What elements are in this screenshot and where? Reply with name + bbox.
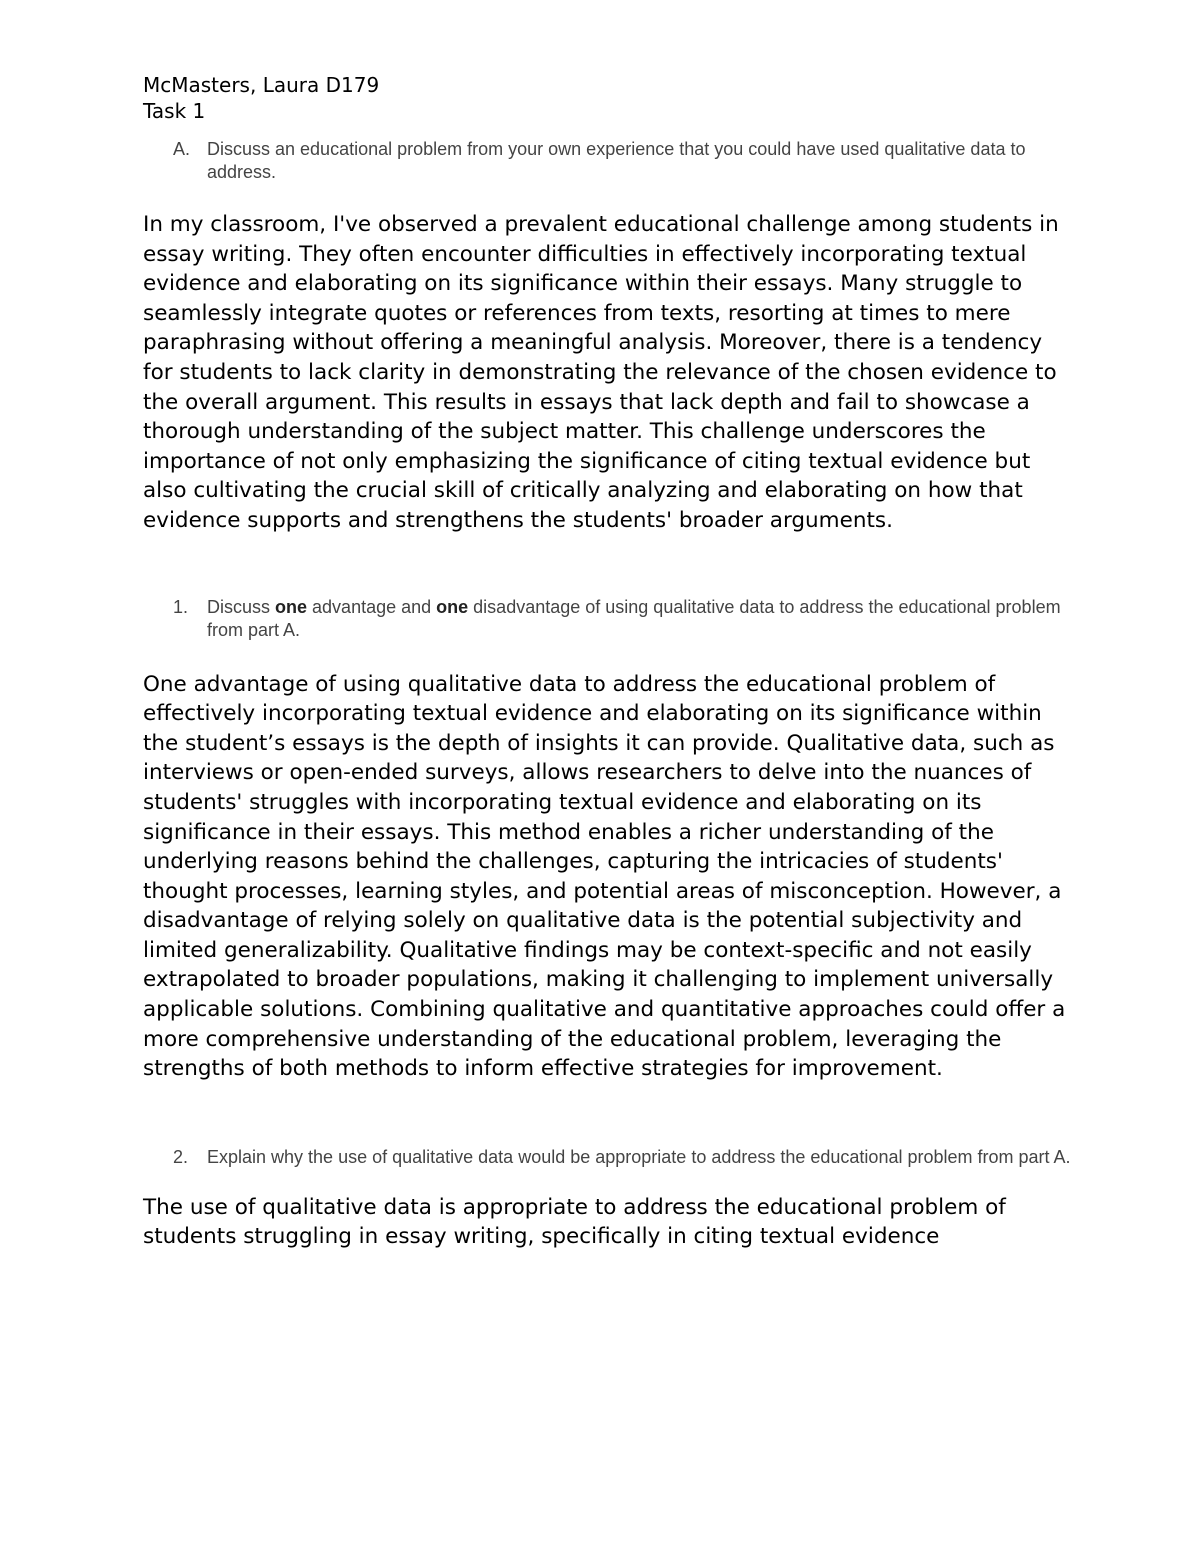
- answer-a: In my classroom, I've observed a prevalent educational challenge among students in essay writing. They often encounter difficulties in effectively incorporating textual evidence and elaborating on its significance within their essays. Many struggle to seamlessly integrate quotes or references from texts, resorting at times to mere paraphrasing without offering a meaningful analysis. Moreover, there is a tendency for students to lack clarity in demonstrating the relevance of the chosen evidence to the overall argument. This results in essays that lack depth and fail to showcase a thorough understanding of the subject matter. This challenge underscores the importance of not only emphasizing the significance of citing textual evidence but also cultivating the crucial skill of critically analyzing and elaborating on how that evidence supports and strengthens the students' broader arguments.: [143, 212, 1059, 533]
- answer-2: The use of qualitative data is appropriate to address the educational problem of students struggling in essay writing, specifically in citing textual evidence: [143, 1194, 1006, 1250]
- list-marker-1: 1.: [173, 596, 189, 617]
- prompt-1-part: Discuss: [207, 596, 276, 617]
- section-a: [143, 138, 1073, 536]
- prompt-1-bold-one: one: [436, 596, 469, 617]
- section-1: [143, 596, 1073, 1084]
- prompt-1-part: disadvantage of using qualitative data to address the educational problem from part A.: [207, 596, 1061, 640]
- prompt-a-text: Discuss an educational problem from your own experience that you could have used qualitative data to address.: [207, 139, 1026, 182]
- section-2: [143, 1146, 1073, 1252]
- task-title: Task 1: [143, 99, 206, 123]
- prompt-1: [143, 596, 1073, 642]
- prompt-1-part: advantage and: [307, 596, 437, 617]
- document-page: [143, 72, 1073, 1252]
- list-marker-2: 2.: [173, 1146, 189, 1167]
- prompt-2: [143, 1146, 1073, 1169]
- prompt-a: [143, 138, 1073, 184]
- answer-1: One advantage of using qualitative data to address the educational problem of effectively incorporating textual evidence and elaborating on its significance within the student’s essays is the depth of insights it can provide. Qualitative data, such as interviews or open-ended surveys, allows researchers to delve into the nuances of students' struggles with incorporating textual evidence and elaborating on its significance in their essays. This method enables a richer understanding of the underlying reasons behind the challenges, capturing the intricacies of students' thought processes, learning styles, and potential areas of misconception. However, a disadvantage of relying solely on qualitative data is the potential subjectivity and limited generalizability. Qualitative findings may be context-specific and not easily extrapolated to broader populations, making it challenging to implement universally applicable solutions. Combining qualitative and quantitative approaches could offer a more comprehensive understanding of the educational problem, leveraging the strengths of both methods to inform effective strategies for improvement.: [143, 671, 1066, 1082]
- list-marker-a: A.: [173, 139, 191, 159]
- prompt-1-bold-one: one: [275, 596, 308, 617]
- prompt-2-text: Explain why the use of qualitative data would be appropriate to address the educational problem from part A.: [207, 1146, 1071, 1167]
- author-course-line: McMasters, Laura D179: [143, 73, 380, 97]
